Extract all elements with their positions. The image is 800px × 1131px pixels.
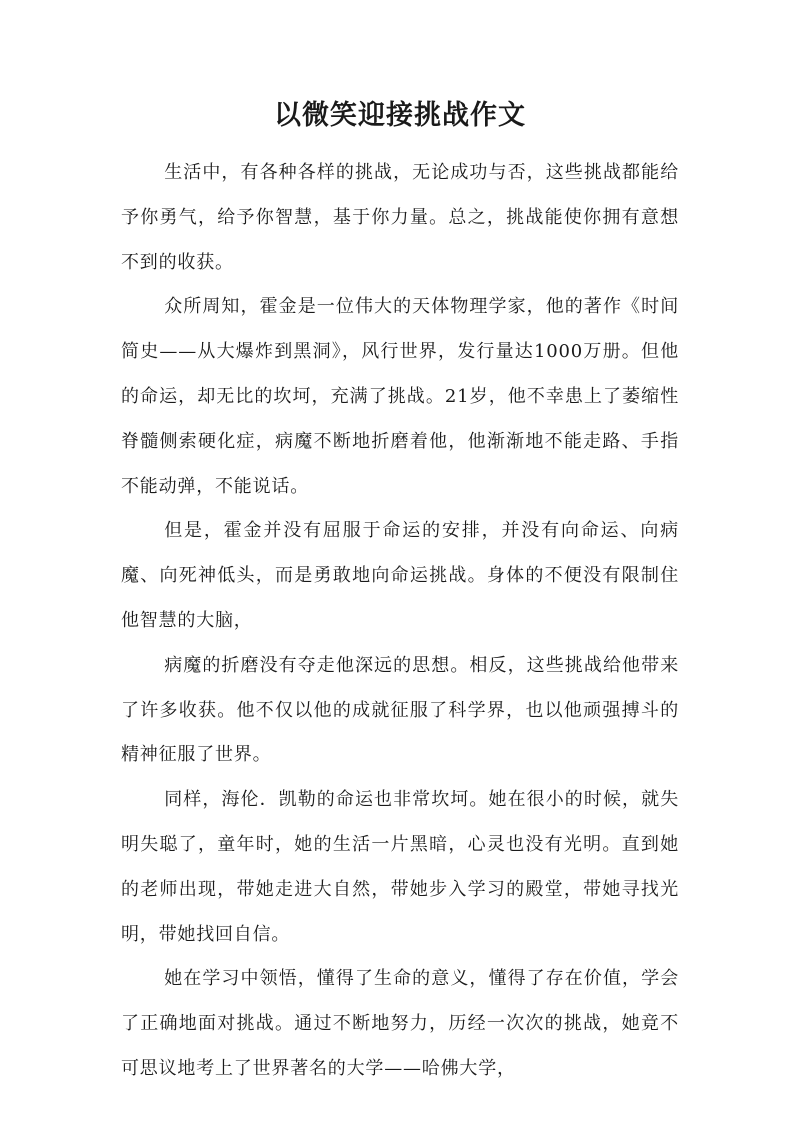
paragraph-1: 生活中，有各种各样的挑战，无论成功与否，这些挑战都能给予你勇气，给予你智慧，基于你力量。总之，挑战能使你拥有意想不到的收获。: [121, 162, 679, 273]
document-title: 以微笑迎接挑战作文: [274, 100, 526, 131]
document-body: [121, 151, 679, 1092]
paragraph-5: 同样，海伦．凯勒的命运也非常坎坷。她在很小的时候，就失明失聪了，童年时，她的生活一片黑暗，心灵也没有光明。直到她的老师出现，带她走进大自然，带她步入学习的殿堂，带她寻找光明，带她找回自信。: [121, 789, 679, 945]
paragraph-3: 但是，霍金并没有屈服于命运的安排，并没有向命运、向病魔、向死神低头，而是勇敢地向命运挑战。身体的不便没有限制住他智慧的大脑，: [121, 520, 679, 631]
paragraph-2: 众所周知，霍金是一位伟大的天体物理学家，他的著作《时间简史——从大爆炸到黑洞》，风行世界，发行量达1000万册。但他的命运，却无比的坎坷，充满了挑战。21岁，他不幸患上了萎缩性脊髓侧索硬化症，病魔不断地折磨着他，他渐渐地不能走路、手指不能动弹，不能说话。: [121, 296, 679, 497]
paragraph-4: 病魔的折磨没有夺走他深远的思想。相反，这些挑战给他带来了许多收获。他不仅以他的成就征服了科学界，也以他顽强搏斗的精神征服了世界。: [121, 654, 679, 766]
paragraph-6: 她在学习中领悟，懂得了生命的意义，懂得了存在价值，学会了正确地面对挑战。通过不断地努力，历经一次次的挑战，她竟不可思议地考上了世界著名的大学——哈佛大学，: [121, 968, 679, 1079]
